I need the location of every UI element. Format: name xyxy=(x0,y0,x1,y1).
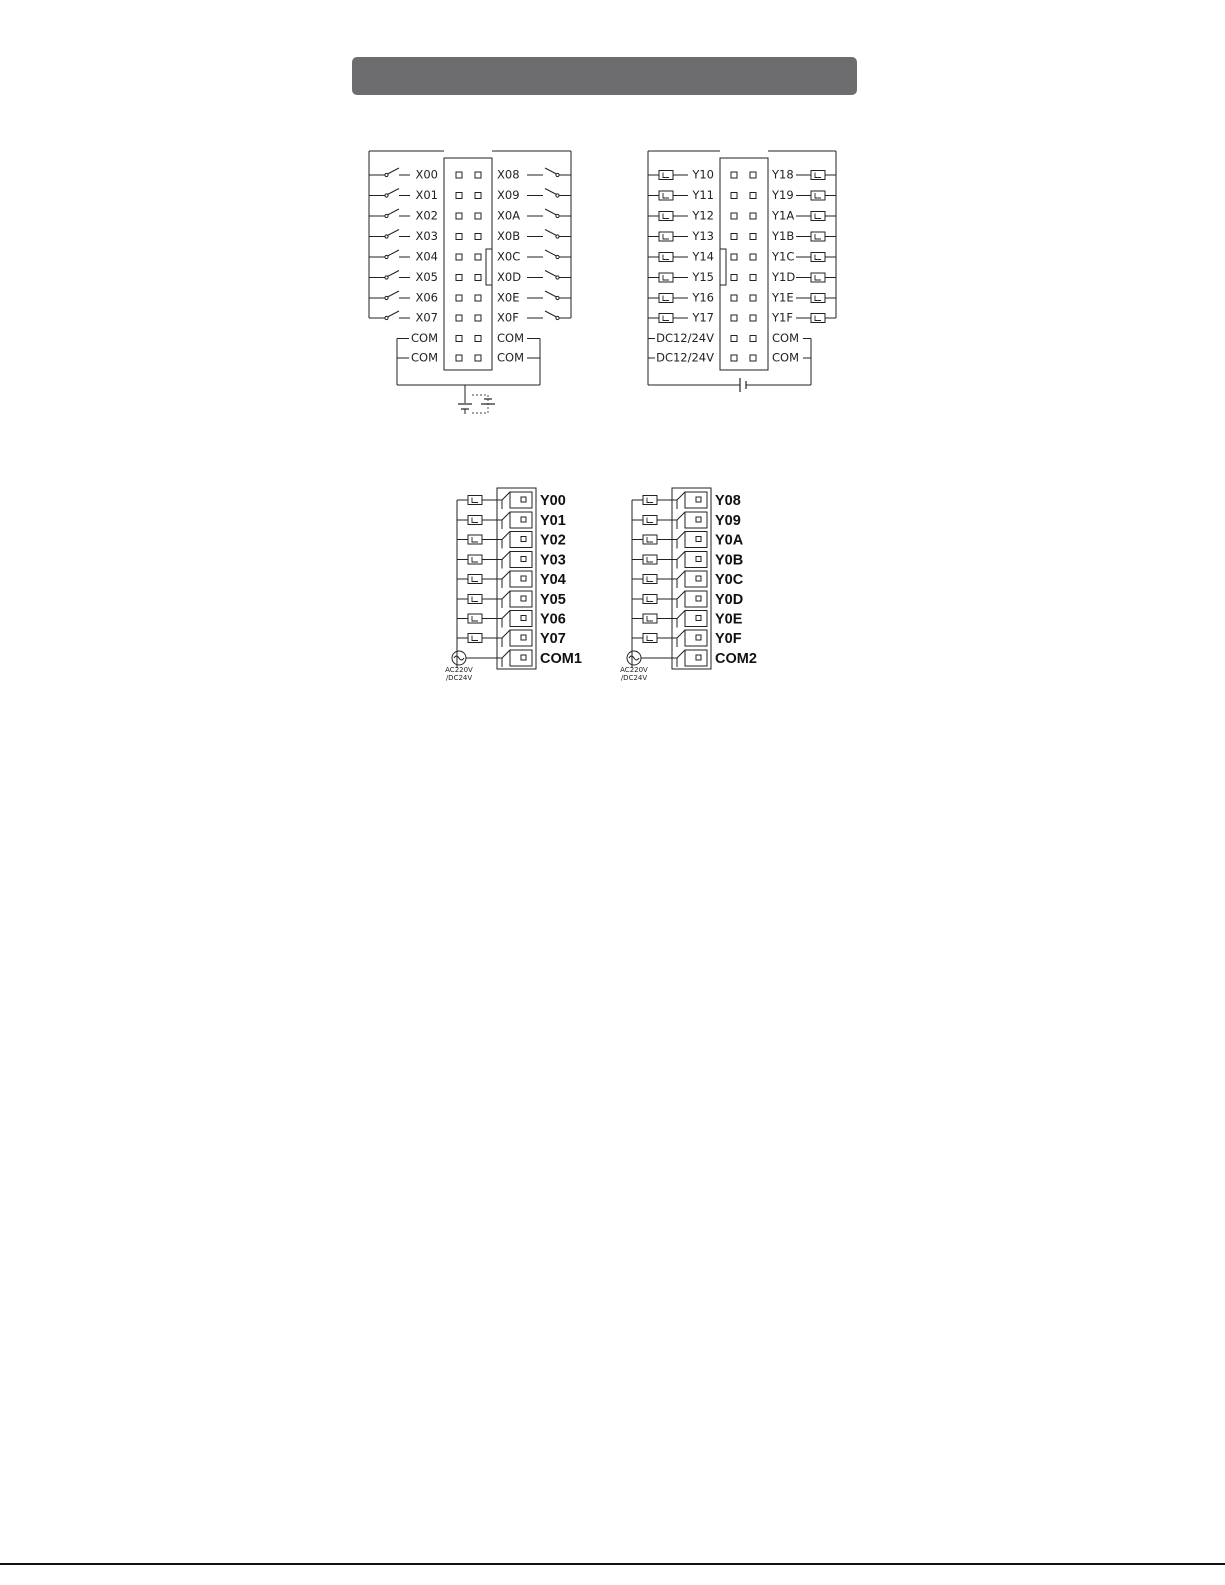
relay-label: Y0B xyxy=(715,552,744,569)
terminal-screw xyxy=(521,576,526,581)
input-right-label: COM xyxy=(497,350,525,365)
output-right-label: COM xyxy=(772,331,800,345)
load-icon xyxy=(659,191,673,200)
load-mark xyxy=(647,597,653,602)
terminal-pin xyxy=(731,172,737,178)
terminal-pin xyxy=(456,355,462,361)
load-icon xyxy=(643,516,657,525)
terminal-screw xyxy=(521,655,526,660)
output-left-label: DC12/24V xyxy=(656,331,714,345)
supply-label: AC220V xyxy=(445,666,473,674)
terminal-clamp xyxy=(502,512,510,529)
input-right-label: COM xyxy=(497,331,525,345)
terminal-clamp xyxy=(502,532,510,549)
load-icon xyxy=(659,232,673,241)
switch-blade xyxy=(545,209,557,215)
terminal-pin xyxy=(731,193,737,199)
load-mark xyxy=(815,234,821,239)
terminal-pin xyxy=(750,254,756,260)
load-icon xyxy=(659,253,673,262)
output-right-label: Y1B xyxy=(772,229,795,243)
input-left-label: X03 xyxy=(415,229,438,243)
terminal-pin xyxy=(456,295,462,301)
load-icon xyxy=(468,555,482,564)
terminal-screw xyxy=(521,596,526,601)
input-wiring-diagram xyxy=(360,145,580,425)
terminal-pin xyxy=(475,315,481,321)
relay-output-diagram-right xyxy=(620,485,765,690)
terminal-clamp xyxy=(677,611,685,628)
output-left-label: Y12 xyxy=(692,208,714,223)
output-right-label: Y1E xyxy=(772,290,794,305)
page-bottom-rule xyxy=(0,1563,1225,1565)
switch-blade xyxy=(388,271,400,277)
switch-blade xyxy=(388,168,400,174)
load-mark xyxy=(815,193,821,198)
terminal-clamp xyxy=(677,630,685,647)
terminal-pin xyxy=(731,315,737,321)
relay-label: Y09 xyxy=(715,512,741,529)
terminal-clamp xyxy=(502,552,510,569)
input-right-label: X0F xyxy=(497,310,519,325)
switch-contact xyxy=(556,194,559,197)
load-mark xyxy=(472,616,478,621)
output-right-label: COM xyxy=(772,350,800,365)
terminal-screw xyxy=(696,537,701,542)
terminal-pin xyxy=(475,336,481,342)
terminal-pin xyxy=(456,213,462,219)
input-left-label: COM xyxy=(410,331,438,345)
ac-wave xyxy=(454,656,464,660)
input-left-label: X02 xyxy=(415,208,438,223)
switch-icon xyxy=(545,311,567,320)
supply-label: /DC24V xyxy=(445,674,473,682)
terminal-screw xyxy=(696,596,701,601)
input-left-label: X01 xyxy=(415,188,438,202)
terminal-pin xyxy=(731,355,737,361)
relay-label: Y0A xyxy=(715,532,744,549)
load-mark xyxy=(663,173,669,178)
load-mark xyxy=(815,275,821,280)
switch-blade xyxy=(388,311,400,317)
terminal-pin xyxy=(731,336,737,342)
switch-icon xyxy=(377,250,399,259)
output-wiring-diagram xyxy=(640,145,840,395)
load-mark xyxy=(815,296,821,301)
load-icon xyxy=(659,294,673,303)
output-left-label: Y11 xyxy=(692,188,714,202)
load-mark xyxy=(815,214,821,219)
terminal-pin xyxy=(475,234,481,240)
switch-blade xyxy=(388,230,400,236)
relay-label: Y03 xyxy=(540,552,566,569)
terminal-clamp xyxy=(677,512,685,529)
load-mark xyxy=(663,296,669,301)
load-mark xyxy=(472,557,478,562)
load-icon xyxy=(643,595,657,604)
load-icon xyxy=(468,595,482,604)
terminal-pin xyxy=(750,355,756,361)
terminal-screw xyxy=(521,517,526,522)
input-left-label: X07 xyxy=(415,310,438,325)
load-mark xyxy=(647,577,653,582)
connector-body xyxy=(720,158,768,370)
input-right-label: X0D xyxy=(497,270,522,284)
load-icon xyxy=(468,535,482,544)
terminal-pin xyxy=(456,172,462,178)
relay-label: Y08 xyxy=(715,492,741,509)
relay-label: COM1 xyxy=(540,650,582,667)
switch-contact xyxy=(556,316,559,319)
input-left-label: X05 xyxy=(415,270,438,284)
load-icon xyxy=(643,614,657,623)
load-icon xyxy=(643,496,657,505)
input-left-label: X00 xyxy=(415,167,438,182)
terminal-pin xyxy=(731,213,737,219)
switch-contact xyxy=(556,235,559,238)
relay-label: Y07 xyxy=(540,630,566,647)
switch-contact xyxy=(556,214,559,217)
load-mark xyxy=(663,316,669,321)
terminal-clamp xyxy=(677,532,685,549)
terminal-clamp xyxy=(677,492,685,509)
terminal-clamp xyxy=(502,630,510,647)
input-right-label: X08 xyxy=(497,167,520,182)
relay-label: Y05 xyxy=(540,591,566,608)
switch-blade xyxy=(388,209,400,215)
switch-contact xyxy=(556,255,559,258)
switch-icon xyxy=(377,168,399,177)
terminal-screw xyxy=(696,517,701,522)
output-left-label: Y13 xyxy=(692,229,714,243)
output-right-label: Y1D xyxy=(772,270,796,284)
switch-icon xyxy=(377,230,399,239)
terminal-pin xyxy=(475,254,481,260)
supply-label: /DC24V xyxy=(620,674,648,682)
output-right-label: Y1C xyxy=(772,249,795,264)
terminal-pin xyxy=(475,275,481,281)
input-left-label: COM xyxy=(410,350,438,365)
output-left-label: Y15 xyxy=(692,270,714,284)
load-icon xyxy=(811,232,825,241)
terminal-screw xyxy=(521,557,526,562)
terminal-pin xyxy=(750,336,756,342)
terminal-pin xyxy=(456,315,462,321)
load-icon xyxy=(811,294,825,303)
switch-icon xyxy=(377,189,399,198)
load-mark xyxy=(647,518,653,523)
terminal-pin xyxy=(475,295,481,301)
switch-contact xyxy=(556,296,559,299)
load-icon xyxy=(659,171,673,180)
terminal-screw xyxy=(696,576,701,581)
connector-key xyxy=(486,249,492,285)
switch-blade xyxy=(545,250,557,256)
switch-blade xyxy=(545,291,557,297)
terminal-pin xyxy=(731,254,737,260)
load-mark xyxy=(815,173,821,178)
load-icon xyxy=(659,212,673,221)
relay-label: Y0E xyxy=(715,611,743,628)
output-right-label: Y1F xyxy=(772,310,793,325)
relay-label: Y0D xyxy=(715,591,744,608)
switch-blade xyxy=(388,189,400,195)
switch-icon xyxy=(545,168,567,177)
input-right-label: X09 xyxy=(497,188,520,202)
terminal-pin xyxy=(750,295,756,301)
terminal-pin xyxy=(456,234,462,240)
load-mark xyxy=(472,518,478,523)
terminal-clamp xyxy=(502,492,510,509)
load-icon xyxy=(811,273,825,282)
relay-label: Y06 xyxy=(540,611,566,628)
output-left-label: Y16 xyxy=(692,290,714,305)
relay-label: Y02 xyxy=(540,532,566,549)
switch-icon xyxy=(545,209,567,218)
load-mark xyxy=(663,214,669,219)
terminal-clamp xyxy=(677,571,685,588)
load-icon xyxy=(659,273,673,282)
output-right-label: Y19 xyxy=(772,188,794,202)
terminal-pin xyxy=(456,193,462,199)
load-icon xyxy=(811,314,825,323)
relay-output-diagram-left xyxy=(445,485,590,690)
relay-label: Y0C xyxy=(715,571,744,588)
switch-icon xyxy=(545,291,567,300)
terminal-clamp xyxy=(502,650,510,667)
input-left-label: X06 xyxy=(415,290,438,305)
switch-blade xyxy=(545,230,557,236)
terminal-pin xyxy=(475,213,481,219)
terminal-pin xyxy=(750,234,756,240)
load-mark xyxy=(472,577,478,582)
load-mark xyxy=(815,316,821,321)
load-mark xyxy=(663,234,669,239)
terminal-pin xyxy=(731,275,737,281)
load-icon xyxy=(468,575,482,584)
relay-label: Y00 xyxy=(540,492,566,509)
input-right-label: X0E xyxy=(497,290,520,305)
terminal-clamp xyxy=(677,591,685,608)
switch-blade xyxy=(545,311,557,317)
terminal-pin xyxy=(750,213,756,219)
load-icon xyxy=(468,516,482,525)
switch-blade xyxy=(545,168,557,174)
terminal-pin xyxy=(750,275,756,281)
load-icon xyxy=(643,555,657,564)
terminal-pin xyxy=(750,193,756,199)
load-mark xyxy=(472,498,478,503)
switch-icon xyxy=(545,189,567,198)
ac-wave xyxy=(629,656,639,660)
switch-contact xyxy=(556,276,559,279)
connector-body xyxy=(444,158,492,370)
terminal-pin xyxy=(475,172,481,178)
load-mark xyxy=(647,616,653,621)
input-left-label: X04 xyxy=(415,249,438,264)
connector-key xyxy=(720,249,726,285)
output-left-label: Y14 xyxy=(692,249,714,264)
load-icon xyxy=(811,253,825,262)
switch-icon xyxy=(545,250,567,259)
switch-icon xyxy=(377,291,399,300)
terminal-pin xyxy=(475,355,481,361)
terminal-pin xyxy=(750,315,756,321)
terminal-screw xyxy=(696,655,701,660)
load-mark xyxy=(647,537,653,542)
input-right-label: X0B xyxy=(497,229,521,243)
load-mark xyxy=(472,636,478,641)
supply-label: AC220V xyxy=(620,666,648,674)
terminal-pin xyxy=(456,275,462,281)
switch-icon xyxy=(377,271,399,280)
terminal-clamp xyxy=(677,552,685,569)
load-mark xyxy=(663,255,669,260)
terminal-pin xyxy=(475,193,481,199)
terminal-pin xyxy=(750,172,756,178)
load-mark xyxy=(472,537,478,542)
output-left-label: Y17 xyxy=(692,310,714,325)
terminal-clamp xyxy=(502,611,510,628)
terminal-clamp xyxy=(502,591,510,608)
section-header-bar xyxy=(352,57,857,95)
relay-label: COM2 xyxy=(715,650,757,667)
terminal-screw xyxy=(696,616,701,621)
switch-icon xyxy=(545,271,567,280)
switch-blade xyxy=(388,291,400,297)
switch-icon xyxy=(377,311,399,320)
load-icon xyxy=(643,575,657,584)
terminal-screw xyxy=(521,497,526,502)
load-icon xyxy=(811,171,825,180)
input-right-label: X0A xyxy=(497,208,521,223)
switch-blade xyxy=(545,189,557,195)
terminal-screw xyxy=(696,635,701,640)
load-mark xyxy=(647,557,653,562)
terminal-screw xyxy=(521,635,526,640)
output-right-label: Y1A xyxy=(772,208,795,223)
terminal-pin xyxy=(456,336,462,342)
output-right-label: Y18 xyxy=(772,167,794,182)
switch-contact xyxy=(556,173,559,176)
terminal-clamp xyxy=(677,650,685,667)
terminal-screw xyxy=(696,497,701,502)
load-mark xyxy=(472,597,478,602)
terminal-pin xyxy=(731,234,737,240)
switch-icon xyxy=(545,230,567,239)
load-mark xyxy=(815,255,821,260)
load-icon xyxy=(468,614,482,623)
load-icon xyxy=(811,212,825,221)
relay-label: Y01 xyxy=(540,512,566,529)
terminal-screw xyxy=(521,616,526,621)
terminal-clamp xyxy=(502,571,510,588)
load-mark xyxy=(663,193,669,198)
terminal-screw xyxy=(696,557,701,562)
input-right-label: X0C xyxy=(497,249,521,264)
load-icon xyxy=(659,314,673,323)
load-icon xyxy=(811,191,825,200)
load-icon xyxy=(643,535,657,544)
relay-label: Y04 xyxy=(540,571,566,588)
load-icon xyxy=(468,496,482,505)
switch-blade xyxy=(545,271,557,277)
output-left-label: DC12/24V xyxy=(656,350,714,365)
terminal-screw xyxy=(521,537,526,542)
switch-icon xyxy=(377,209,399,218)
relay-label: Y0F xyxy=(715,630,742,647)
output-left-label: Y10 xyxy=(692,167,714,182)
switch-blade xyxy=(388,250,400,256)
load-mark xyxy=(647,636,653,641)
terminal-pin xyxy=(456,254,462,260)
terminal-pin xyxy=(731,295,737,301)
load-mark xyxy=(663,275,669,280)
load-icon xyxy=(468,634,482,643)
load-icon xyxy=(643,634,657,643)
load-mark xyxy=(647,498,653,503)
